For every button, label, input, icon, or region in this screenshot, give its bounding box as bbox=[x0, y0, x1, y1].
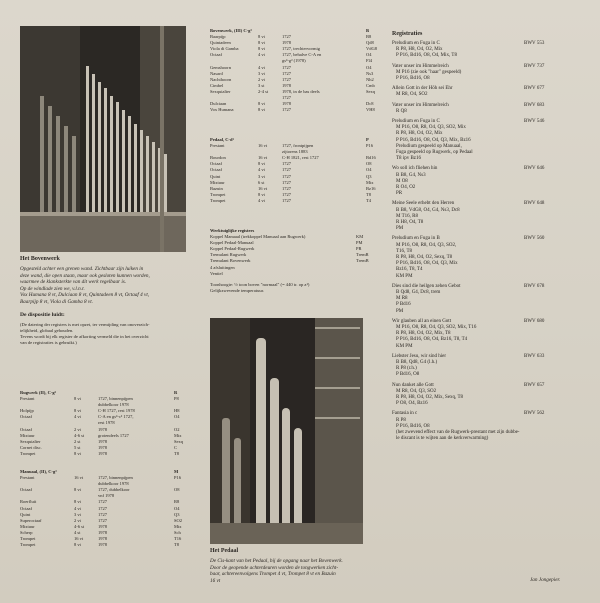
disposition-title: De dispositie luidt: bbox=[20, 312, 65, 318]
registratie-line: P P16, Bd16, O8, O4, Q3, Mix, Bz16 bbox=[396, 137, 471, 143]
register-feet: 3 st bbox=[258, 82, 265, 88]
register-name: Octaaf bbox=[20, 414, 32, 420]
register-date: dubbelkoor 1978 bbox=[98, 402, 129, 408]
register-code: R8 bbox=[174, 499, 180, 505]
werktuiglijk-code: TremB bbox=[356, 258, 369, 264]
register-feet: 8 vt bbox=[74, 499, 81, 505]
registratie-title: Nun danket alle Gott bbox=[392, 382, 434, 388]
register-name: Nachthoorn bbox=[210, 76, 232, 82]
register-code: T8 bbox=[174, 542, 179, 548]
register-code: Q3 bbox=[366, 173, 372, 179]
registratie-title: Liebster Jesu, wir sind hier bbox=[392, 353, 447, 359]
register-date: 1727 bbox=[282, 167, 291, 173]
register-name: Trompet bbox=[20, 536, 36, 542]
register-name: Superoctaaf bbox=[20, 517, 42, 523]
registratie-line: R O4, O2 bbox=[396, 184, 416, 190]
register-feet: 8 vt bbox=[74, 396, 81, 402]
register-feet: 4 vt bbox=[258, 64, 265, 70]
werktuiglijk-code: KM bbox=[356, 234, 364, 240]
register-feet: 16 vt bbox=[258, 143, 268, 149]
register-feet: 2 vt bbox=[74, 426, 81, 432]
registratie-title: Meine Seele erhebt den Herren bbox=[392, 201, 455, 207]
register-code: P8 bbox=[174, 396, 179, 402]
manuaal-code-header: M bbox=[174, 469, 179, 474]
pedaal-code-header: P bbox=[366, 137, 369, 142]
register-date: 1978, in de bas deels bbox=[282, 88, 320, 94]
bovenwerk-section bbox=[210, 28, 380, 113]
register-name: Prestant bbox=[20, 396, 35, 402]
registratie-title: Preludium en Fuga in C bbox=[392, 41, 440, 46]
registratie-line: R P8 bbox=[396, 417, 406, 423]
register-code: VH8 bbox=[366, 107, 375, 113]
registratie-line: Fuga gespeeld op Rugwerk, op Pedaal bbox=[396, 149, 473, 155]
register-code: O4 bbox=[174, 505, 180, 511]
register-name: Gemshoorn bbox=[210, 64, 231, 70]
register-feet: 2 vt bbox=[258, 76, 265, 82]
registratie-bwv: BWV 677 bbox=[524, 86, 545, 92]
registratie-line: R P8, H8, O4, O2, Sexq, T8 bbox=[396, 254, 453, 260]
register-feet: 4 vt bbox=[74, 414, 81, 420]
registratie-line: PM bbox=[396, 226, 404, 232]
register-date: 1727 bbox=[282, 197, 291, 203]
register-code: Sch bbox=[174, 529, 181, 535]
register-name: Cimbel bbox=[210, 82, 224, 88]
pedaal-section bbox=[210, 137, 380, 204]
register-date: vnf 1978 bbox=[98, 493, 115, 499]
register-feet: 8 vt bbox=[74, 408, 81, 414]
disposition-intro: (De datering der registers is met opzet, ter vermijding van onoverzich- telijkheid, globaal gehouden. Tevens wordt bij elk register de afkorting vermeld die in het overzicht van de registraties is gebruikt.) bbox=[20, 322, 150, 346]
register-code: O4 bbox=[366, 167, 372, 173]
register-code: O4 bbox=[174, 414, 180, 420]
registratie-entry bbox=[392, 41, 582, 60]
registratie-line: B B8, G4, Ns3 bbox=[396, 172, 426, 178]
register-name: Octaaf bbox=[210, 52, 222, 58]
registratie-line: le discant is te wijten aan de kerkverwarming) bbox=[396, 436, 489, 442]
register-date: 1978 bbox=[282, 82, 291, 88]
register-feet: 16 vt bbox=[258, 155, 268, 161]
register-date: 1727, binnenpijpen bbox=[98, 475, 133, 481]
register-date: 1727 bbox=[282, 95, 291, 101]
register-name: Bourdon bbox=[210, 155, 226, 161]
register-date: 1727 bbox=[98, 499, 107, 505]
register-code: Qd8 bbox=[366, 40, 374, 46]
register-date: 1727 bbox=[282, 64, 291, 70]
register-feet: 2 st bbox=[74, 438, 81, 444]
register-name: Cornet disc. bbox=[20, 444, 42, 450]
register-code: Sexq bbox=[174, 438, 183, 444]
register-date: zijtorens 1883 bbox=[282, 149, 308, 155]
register-feet: 4 vt bbox=[258, 197, 265, 203]
registratie-line: M P16, O8, R8, O4, Q3, SO2, bbox=[396, 242, 457, 248]
register-feet: 8 vt bbox=[258, 107, 265, 113]
register-name: Octaaf bbox=[20, 426, 32, 432]
register-name: Octaaf bbox=[210, 161, 222, 167]
werktuiglijk-name: Tremulant Rugwerk bbox=[210, 252, 247, 258]
register-name: Octaaf bbox=[20, 505, 32, 511]
register-date: 1978 bbox=[98, 536, 107, 542]
registratie-entry bbox=[392, 103, 582, 115]
register-feet: 4-6 st bbox=[74, 523, 85, 529]
registratie-bwv: BWV 633 bbox=[524, 353, 545, 359]
bovenwerk-photo bbox=[20, 26, 186, 252]
register-feet: 6 st bbox=[258, 179, 265, 185]
register-feet: 2-4 st bbox=[258, 88, 269, 94]
register-date: 1727 bbox=[282, 191, 291, 197]
register-code: Mix bbox=[366, 179, 374, 185]
register-feet: 3 vt bbox=[258, 173, 265, 179]
register-name: Baarpijp bbox=[210, 34, 226, 40]
registratie-line: P P16, Bd16, O8 bbox=[396, 75, 430, 81]
registratie-bwv: BWV 562 bbox=[524, 411, 545, 417]
register-date: 1727 bbox=[282, 107, 291, 113]
registratie-line: B B8, Qd8, G4 (l.h.) bbox=[396, 359, 438, 365]
rugwerk-rows bbox=[20, 396, 200, 457]
registratie-line: (het zwevend effect van de Rugwerk-prestant met zijn dubbe- bbox=[396, 429, 520, 435]
werktuiglijk-name: Koppel Pedaal-Rugwerk bbox=[210, 246, 255, 252]
register-feet: 4-6 st bbox=[74, 432, 85, 438]
register-code: O4 bbox=[366, 64, 372, 70]
registratie-entry bbox=[392, 119, 582, 162]
bovenwerk-code-header: B bbox=[366, 28, 370, 33]
registratie-title: Fantasia in c bbox=[392, 411, 418, 417]
register-code: Ns3 bbox=[366, 70, 374, 76]
register-feet: 8 vt bbox=[74, 542, 81, 548]
register-name: Bazuin bbox=[210, 185, 223, 191]
register-name: Trompet bbox=[20, 450, 36, 456]
registratie-line: R Q8 bbox=[396, 108, 407, 114]
registratie-title: Vater unser im Himmelreich bbox=[392, 63, 449, 69]
werktuiglijk-row bbox=[210, 271, 380, 277]
registratie-line: P P16, Bd16, O8, O4, Q3, Mix bbox=[396, 261, 458, 267]
register-name: Dulciaan bbox=[210, 101, 227, 107]
register-date: dubbelkoor 1978 bbox=[98, 481, 129, 487]
register-date: 1727 bbox=[282, 34, 291, 40]
register-code: Fl4 bbox=[366, 58, 373, 64]
pedaal-photo bbox=[210, 318, 363, 544]
registratie-entry bbox=[392, 201, 582, 232]
disposition-row bbox=[210, 107, 380, 113]
registratie-line: T8 ipv Bz16 bbox=[396, 156, 421, 162]
registratie-title: Vater unser im Himmelreich bbox=[392, 102, 449, 108]
disposition-row bbox=[20, 542, 200, 548]
register-code: Dc8 bbox=[366, 101, 374, 107]
registratie-line: M P16, O8, R8, O4, Q3, SO2, Mix bbox=[396, 125, 466, 131]
register-code: T8 bbox=[366, 191, 371, 197]
register-date: 1978 bbox=[98, 523, 107, 529]
registratie-bwv: BWV 646 bbox=[524, 166, 545, 172]
register-date: C-H 1821, rest 1727 bbox=[282, 155, 319, 161]
register-code: T4 bbox=[366, 197, 371, 203]
register-feet: 4 vt bbox=[258, 52, 265, 58]
register-date: C-H 1727, rest 1978 bbox=[98, 408, 135, 414]
register-code: Nh2 bbox=[366, 76, 374, 82]
disposition-row bbox=[20, 451, 200, 457]
register-code: T16 bbox=[174, 536, 182, 542]
registratie-line: P O8, O4, Bz16 bbox=[396, 401, 428, 407]
register-name: Nasard bbox=[210, 70, 223, 76]
registratie-bwv: BWV 648 bbox=[524, 201, 545, 207]
register-code: Bd16 bbox=[366, 155, 376, 161]
photo2-description: De Cis-kant van het Pedaal, bij de opgang naar het Bovenwerk. Door de geopende achterdeuren worden de tongwerken zicht- baar, achtereenvolgens Trompet 4 vt, Trompet 8 vt en Bazuin 16 vt bbox=[210, 558, 343, 584]
disposition-row bbox=[210, 198, 380, 204]
register-code: O2 bbox=[174, 426, 180, 432]
registratie-line: M P16, O8, R8, O4, Q3, SO2, Mix, T16 bbox=[396, 324, 477, 330]
registratie-line: M R8, O4, Q3, SO2 bbox=[396, 388, 437, 394]
photo1-description: Opgesteld achter een grenen wand. Zichtbaar zijn luiken in deze wand, die open staan, maar ook gesloten kunnen worden, waarmee de klanksterkte van dit werk regelbaar is. Op de windlade zien we, v.l.n.r. Vox Humana 8 vt, Dulciaan 8 vt, Quintadeen 8 vt, Octaaf 4 vt, Baarpijp 8 vt, Viola di Gamba 8 vt. bbox=[20, 266, 150, 305]
register-code: SO2 bbox=[174, 517, 183, 523]
register-name: Roerfluit bbox=[20, 499, 37, 505]
werktuiglijke-rows bbox=[210, 234, 380, 277]
werktuiglijk-code: PM bbox=[356, 240, 363, 246]
registratie-line: P Bd16 bbox=[396, 302, 411, 308]
signature: Jan Jongepier. bbox=[530, 577, 561, 583]
registratie-entry bbox=[392, 354, 582, 379]
register-code: Cmb bbox=[366, 82, 375, 88]
registratie-line: M R8 bbox=[396, 296, 408, 302]
register-feet: 16 vt bbox=[74, 536, 84, 542]
register-feet: 8 vt bbox=[258, 40, 265, 46]
register-date: 1978 bbox=[98, 529, 107, 535]
registratie-line: P P16, Bd16, O8 bbox=[396, 423, 430, 429]
werktuiglijk-name: Koppel Pedaal-Manuaal bbox=[210, 240, 254, 246]
register-feet: 4 vt bbox=[258, 167, 265, 173]
registratie-entry bbox=[392, 166, 582, 197]
registratie-bwv: BWV 553 bbox=[524, 41, 545, 46]
rugwerk-title: Rugwerk (II), C-g³ bbox=[20, 390, 56, 395]
register-date: 1978 bbox=[98, 450, 107, 456]
register-feet: 16 vt bbox=[258, 185, 268, 191]
registratie-title: Preludium en Fuga in C bbox=[392, 118, 440, 124]
register-feet: 8 vt bbox=[74, 487, 81, 493]
registratie-entry bbox=[392, 319, 582, 350]
register-name: Trompet bbox=[210, 191, 226, 197]
register-feet: 8 vt bbox=[258, 191, 265, 197]
registratie-line: R P8, H8, O4, O2, Mix bbox=[396, 47, 443, 53]
register-feet: 4 st bbox=[74, 529, 81, 535]
register-code: Bz16 bbox=[366, 185, 376, 191]
registratie-entry bbox=[392, 64, 582, 83]
register-feet: 4 vt bbox=[74, 505, 81, 511]
registratie-line: PR bbox=[396, 191, 403, 197]
register-feet: 8 vt bbox=[258, 161, 265, 167]
werktuiglijke-title: Werktuiglijke registers bbox=[210, 228, 255, 233]
werktuiglijk-code: TremR bbox=[356, 252, 369, 258]
register-name: Octaaf bbox=[210, 167, 222, 173]
bovenwerk-rows bbox=[210, 34, 380, 113]
registratie-bwv: BWV 560 bbox=[524, 236, 545, 242]
registratie-line: R H8, O4, T8 bbox=[396, 219, 424, 225]
register-code: P16 bbox=[174, 475, 182, 481]
register-code: H8 bbox=[174, 408, 180, 414]
register-date: rest 1978 bbox=[98, 420, 115, 426]
werktuiglijk-name: 4 afsluitingen bbox=[210, 264, 235, 270]
register-feet: 16 vt bbox=[74, 475, 84, 481]
registraties-list bbox=[392, 41, 582, 446]
registratie-line: R P8, H8, O4, O2, Mix, T8 bbox=[396, 331, 451, 337]
register-name: Octaaf bbox=[20, 487, 32, 493]
registratie-bwv: BWV 680 bbox=[524, 318, 545, 324]
pedaal-title: Pedaal, C-d¹ bbox=[210, 137, 234, 142]
register-date: 1978 bbox=[98, 438, 107, 444]
registratie-line: P P16, Bd16, O8, O4, Mix, T8 bbox=[396, 53, 457, 59]
registratie-line: PM bbox=[396, 308, 404, 314]
register-date: 1978 bbox=[98, 426, 107, 432]
register-name: Scherp bbox=[20, 529, 33, 535]
pedaal-rows bbox=[210, 143, 380, 204]
registratie-entry bbox=[392, 284, 582, 315]
registratie-line: R P8, H8, O4, O2, Mix bbox=[396, 131, 443, 137]
register-name: Sexquialter bbox=[210, 88, 231, 94]
registratie-bwv: BWV 737 bbox=[524, 63, 545, 69]
register-date: 1978 bbox=[282, 40, 291, 46]
registratie-title: Allein Gott in der Höh sei Ehr bbox=[392, 86, 453, 92]
registratie-line: B Qd8, G4, Dc8, trem bbox=[396, 289, 441, 295]
registratie-bwv: BWV 683 bbox=[524, 102, 545, 108]
register-name: Trompet bbox=[20, 542, 36, 548]
rugwerk-section bbox=[20, 390, 200, 457]
register-date: 1727 bbox=[98, 511, 107, 517]
manuaal-title: Manuaal, (II), C-g³ bbox=[20, 469, 57, 474]
register-feet: 2 vt bbox=[74, 517, 81, 523]
register-date: 1727 bbox=[282, 76, 291, 82]
register-code: C bbox=[174, 444, 178, 450]
register-name: Viola di Gamba bbox=[210, 46, 239, 52]
registratie-line: KM PM bbox=[396, 343, 413, 349]
register-name: Mixtuur bbox=[20, 523, 35, 529]
register-feet: 8 vt bbox=[258, 46, 265, 52]
register-date: 1727 bbox=[98, 517, 107, 523]
register-date: 1978 bbox=[282, 101, 291, 107]
register-name: Quint bbox=[20, 511, 31, 517]
registratie-line: M T16, R8 bbox=[396, 213, 418, 219]
registratie-line: R P8 (r.h.) bbox=[396, 366, 417, 372]
bovenwerk-title: Bovenwerk, (III) C-g³ bbox=[210, 28, 252, 33]
manuaal-section bbox=[20, 469, 200, 548]
register-name: Holpijp bbox=[20, 408, 34, 414]
registratie-line: P Bd16, O8 bbox=[396, 372, 420, 378]
register-date: gs³-g³ (1978) bbox=[282, 58, 306, 64]
registratie-title: Dies sind die heilgen zehen Gebot bbox=[392, 283, 461, 289]
register-name: Quint bbox=[210, 173, 221, 179]
registratie-bwv: BWV 546 bbox=[524, 118, 545, 124]
organ-pipes-photo-2 bbox=[210, 318, 363, 544]
manuaal-rows bbox=[20, 475, 200, 548]
registratie-line: KM PM bbox=[396, 273, 413, 279]
registratie-line: M R8, O4, SO2 bbox=[396, 92, 428, 98]
register-code: P16 bbox=[366, 143, 374, 149]
register-name: Vox Humana bbox=[210, 107, 234, 113]
registratie-line: B B8, VdG8, O4, G4, Ns3, Dc8 bbox=[396, 207, 460, 213]
register-date: C-A en gs³-c³ 1727, bbox=[98, 414, 134, 420]
register-date: 1978 bbox=[98, 542, 107, 548]
photo1-caption: Het Bovenwerk bbox=[20, 256, 60, 262]
registratie-line: T16, T8 bbox=[396, 248, 413, 254]
registratie-line: Bz16, T8, T4 bbox=[396, 267, 423, 273]
register-code: B8 bbox=[366, 34, 372, 40]
register-name: Sexquialter bbox=[20, 438, 41, 444]
toonhoogte: Toonhoogte: ½ toon boven "normaal" (= 440 tr. op a¹) Gelijkzwevende temperatuur. bbox=[210, 282, 310, 294]
registratie-entry bbox=[392, 86, 582, 98]
registraties-title: Registraties bbox=[392, 31, 423, 37]
register-code: Mix bbox=[174, 432, 182, 438]
register-date: 1727 bbox=[282, 173, 291, 179]
register-name: Prestant bbox=[20, 475, 35, 481]
register-feet: 3 vt bbox=[74, 511, 81, 517]
registratie-entry bbox=[392, 236, 582, 279]
register-date: 1727 bbox=[282, 185, 291, 191]
register-date: grotendeels 1727 bbox=[98, 432, 129, 438]
registratie-line: Preludium gespeeld op Manuaal, bbox=[396, 143, 462, 149]
registratie-bwv: BWV 678 bbox=[524, 283, 545, 289]
register-date: 1727, frontpijpen bbox=[282, 143, 314, 149]
werktuiglijk-name: Koppel Manuaal (trekkoppel Manuaal aan Rugwerk) bbox=[210, 234, 306, 240]
registratie-bwv: BWV 657 bbox=[524, 382, 545, 388]
registratie-line: P P16, Bd16, O8, O4, Bz16, T8, T4 bbox=[396, 337, 468, 343]
werktuiglijk-code: PR bbox=[356, 246, 362, 252]
registratie-title: Preludium en Fuga in B bbox=[392, 236, 440, 242]
register-code: Q3 bbox=[174, 511, 180, 517]
registratie-line: M P16 (zie ook "haar" gespeeld) bbox=[396, 69, 462, 75]
register-code: Sexq bbox=[366, 88, 375, 94]
register-feet: 5 st bbox=[74, 444, 81, 450]
registratie-title: Wir glauben all an einen Gott bbox=[392, 318, 452, 324]
register-code: Mix bbox=[174, 523, 182, 529]
organ-pipes-photo-1 bbox=[20, 26, 186, 252]
register-code: O4 bbox=[366, 52, 372, 58]
registratie-title: Wo soll ich fliehen hin bbox=[392, 166, 438, 172]
register-date: 1727, dubbelkoor bbox=[98, 487, 130, 493]
photo2-caption: Het Pedaal bbox=[210, 548, 239, 554]
register-code: T8 bbox=[174, 450, 179, 456]
register-feet: 8 vt bbox=[258, 34, 265, 40]
register-date: 1727 bbox=[282, 179, 291, 185]
register-date: 1978 bbox=[98, 444, 107, 450]
register-name: Quintadeen bbox=[210, 40, 231, 46]
register-feet: 8 vt bbox=[258, 101, 265, 107]
register-feet: 8 vt bbox=[74, 450, 81, 456]
werktuiglijke-section bbox=[210, 228, 380, 277]
register-date: 1727, behalve C-A en bbox=[282, 52, 322, 58]
register-date: 1727, trechtervormig bbox=[282, 46, 320, 52]
register-code: VdG8 bbox=[366, 46, 377, 52]
register-date: 1727 bbox=[282, 161, 291, 167]
werktuiglijk-name: Ventiel bbox=[210, 270, 223, 276]
registratie-line: R P8, H8, O4, O2, Mix, Sexq, T8 bbox=[396, 394, 463, 400]
registratie-line: M O8 bbox=[396, 178, 408, 184]
register-code: O8 bbox=[366, 161, 372, 167]
registratie-entry bbox=[392, 411, 582, 442]
registratie-entry bbox=[392, 383, 582, 408]
werktuiglijk-name: Tremulant Bovenwerk bbox=[210, 258, 251, 264]
register-name: Prestant bbox=[210, 143, 225, 149]
rugwerk-code-header: R bbox=[174, 390, 178, 395]
register-name: Mixtuur bbox=[210, 179, 225, 185]
register-code: O8 bbox=[174, 487, 180, 493]
register-date: 1727 bbox=[282, 70, 291, 76]
register-name: Mixtuur bbox=[20, 432, 35, 438]
register-date: 1727, binnenpijpen bbox=[98, 396, 133, 402]
register-feet: 3 vt bbox=[258, 70, 265, 76]
register-date: 1727 bbox=[98, 505, 107, 511]
register-name: Trompet bbox=[210, 197, 226, 203]
